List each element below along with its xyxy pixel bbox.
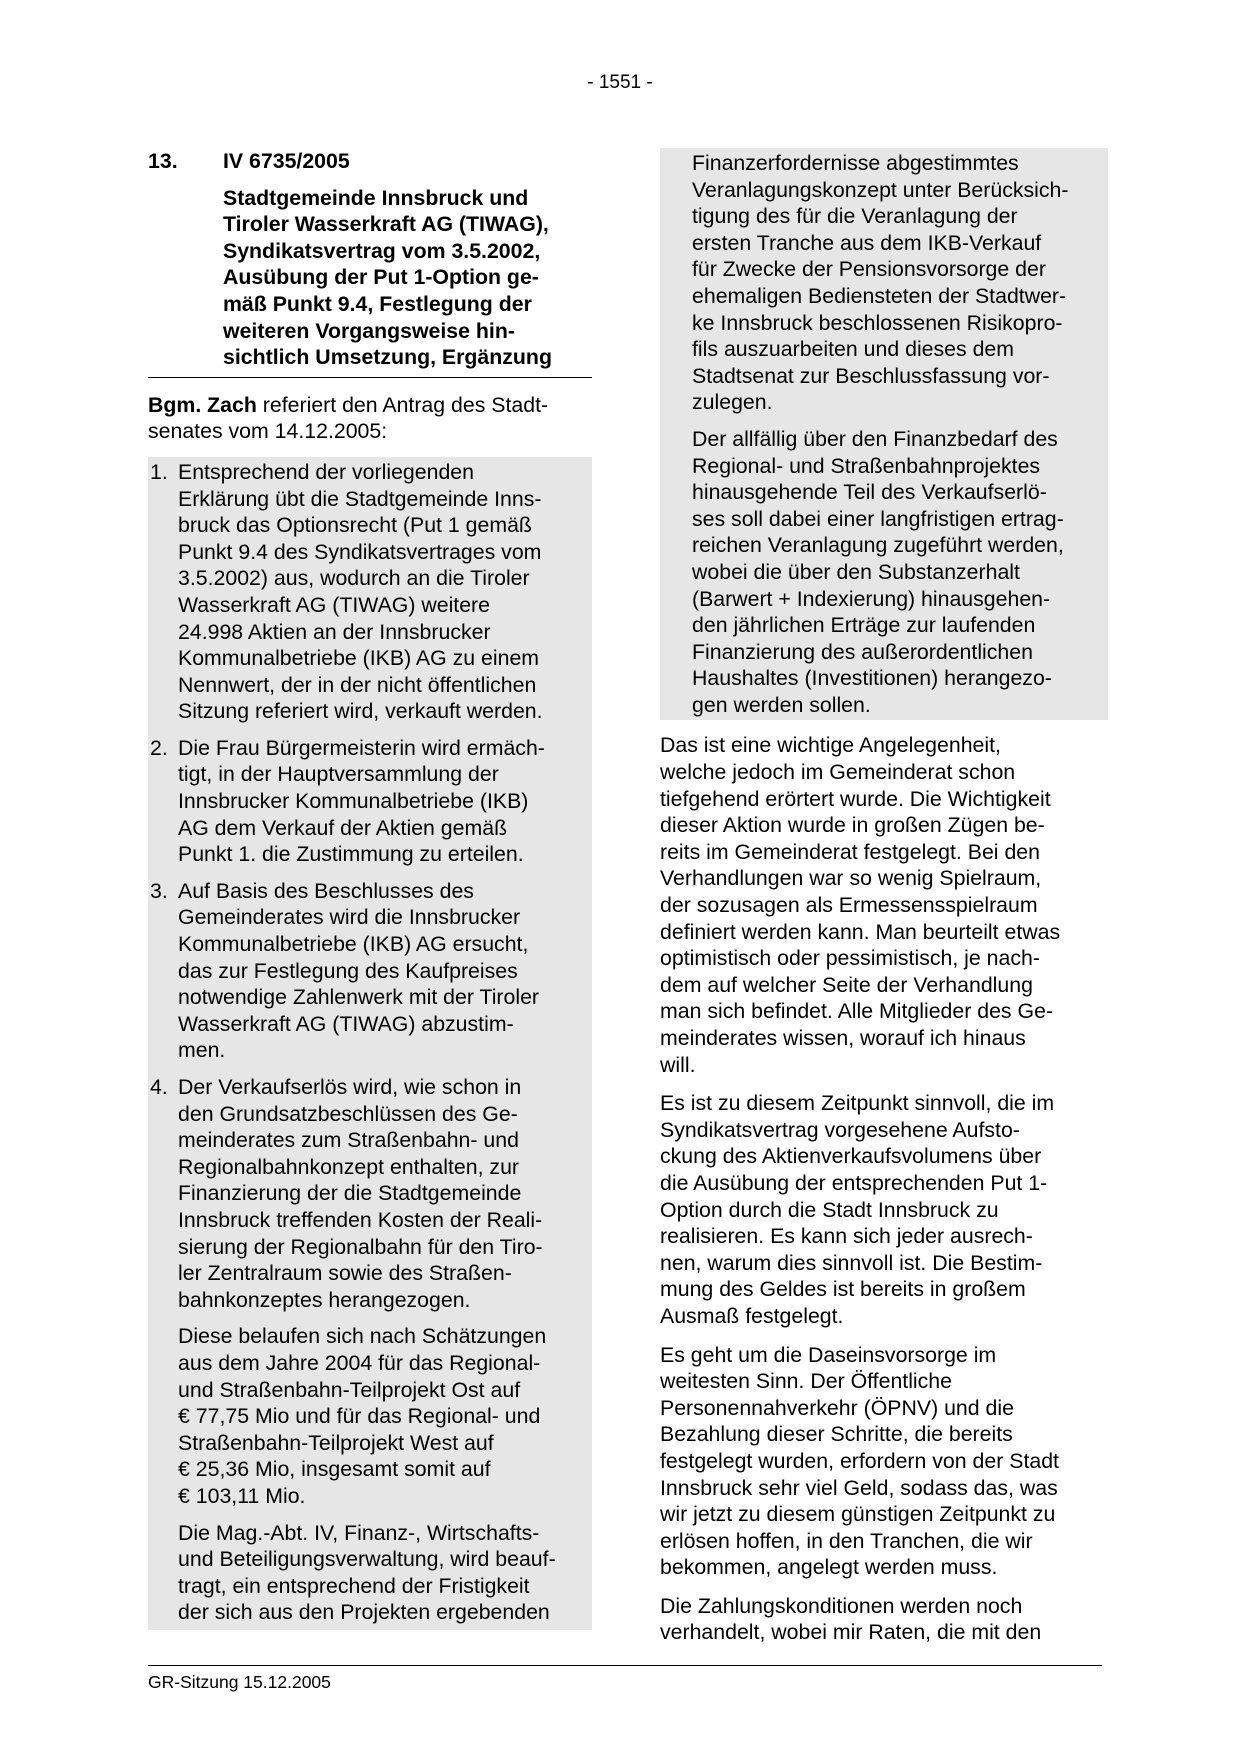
page-number: - 1551 - — [587, 72, 653, 93]
intro-paragraph — [148, 392, 592, 445]
agenda-heading — [148, 148, 592, 175]
agenda-title-line: weiteren Vorgangsweise hin- — [223, 318, 515, 343]
speaker-name: Bgm. Zach — [148, 392, 257, 417]
agenda-title-line: Syndikatsvertrag vom 3.5.2002, — [223, 238, 541, 263]
motion-sub-paragraph: Die Mag.-Abt. IV, Finanz-, Wirtschafts- und Beteiligungsverwaltung, wird beauf- tragt, ein entsprechend der Fristigkeit der sich aus den Projekten ergebenden — [178, 1520, 556, 1625]
motion-item-text: Entsprechend der vorliegenden Erklärung übt die Stadtgemeinde Inns- bruck das Optionsrecht (Put 1 gemäß Punkt 9.4 des Syndikatsvertrages vom 3.5.2002) aus, wodurch an die Tiroler Wasserkraft AG (TIWAG) weitere 24.998 Aktien an der Innsbrucker Kommunalbetriebe (IKB) AG zu einem Nennwert, der in der nicht öffentlichen Sitzung referiert wird, verkauft werden. — [178, 459, 543, 724]
motion-item-text: Die Frau Bürgermeisterin wird ermäch- tigt, in der Hauptversammlung der Innsbrucker Kommunalbetriebe (IKB) AG dem Verkauf der Aktien gemäß Punkt 1. die Zustimmung zu erteilen. — [178, 735, 545, 867]
speech-paragraph: Das ist eine wichtige Angelegenheit, welche jedoch im Gemeinderat schon tiefgehend erörtert wurde. Die Wichtigkeit dieser Aktion wurde in großen Zügen be- reits im Gemeinderat festgelegt. Bei den Verhandlungen war so wenig Spielraum, der sozusagen als Ermessensspielraum definiert werden kann. Man beurteilt etwas optimistisch oder pessimistisch, je nach- dem auf welcher Seite der Verhandlung man sich befindet. Alle Mitglieder des Ge- meinderates wissen, worauf ich hinaus will. — [660, 733, 1061, 1077]
motion-item-text: Auf Basis des Beschlusses des Gemeinderates wird die Innsbrucker Kommunalbetriebe (IKB) AG ersucht, das zur Festlegung des Kaufpreises notwendige Zahlenwerk mit der Tiroler Wasserkraft AG (TIWAG) abzustim- men. — [178, 878, 540, 1063]
agenda-title-line: mäß Punkt 9.4, Festlegung der — [223, 291, 532, 316]
speech-paragraph: Die Zahlungskonditionen werden noch verhandelt, wobei mir Raten, die mit den — [660, 1593, 1042, 1645]
motion-item-number: 1. — [150, 459, 168, 484]
motion-item — [150, 1074, 586, 1313]
motion-item-number: 3. — [150, 878, 168, 903]
footer-divider — [148, 1665, 1102, 1666]
speech-paragraph: Es ist zu diesem Zeitpunkt sinnvoll, die im Syndikatsvertrag vorgesehene Aufsto- ckung des Aktienverkaufsvolumens über die Ausübung der entsprechenden Put 1- Option durch die Stadt Innsbruck zu realisieren. Es kann sich jeder ausrech- nen, warum dies sinnvoll ist. Die Bestim- mung des Geldes ist bereits in großem Ausmaß festgelegt. — [660, 1091, 1055, 1328]
agenda-title-line: Stadtgemeinde Innsbruck und — [223, 185, 529, 210]
agenda-title — [148, 185, 592, 378]
motion-sub-paragraph: Der allfällig über den Finanzbedarf des Regional- und Straßenbahnprojektes hinausgehende Teil des Verkaufserlö- ses soll dabei einer langfristigen ertrag- reichen Veranlagung zugeführt werden, wobei die über den Substanzerhalt (Barwert + Indexierung) hinausgehen- den jährlichen Erträge zur laufenden Finanzierung des außerordentlichen Haushaltes (Investitionen) herangezo- gen werden sollen. — [692, 426, 1064, 717]
motion-item — [150, 459, 586, 725]
agenda-title-line: Ausübung der Put 1-Option ge- — [223, 265, 539, 290]
motion-item-text: Der Verkaufserlös wird, wie schon in den Grundsatzbeschlüssen des Ge- meinderates zum Straßenbahn- und Regionalbahnkonzept enthalten, zur Finanzierung der die Stadtgemeinde Innsbruck treffenden Kosten der Reali- sierung der Regionalbahn für den Tiro- ler Zentralraum sowie des Straßen- bahnkonzeptes herangezogen. — [178, 1075, 543, 1312]
right-column — [660, 148, 1108, 1646]
motion-item — [150, 878, 586, 1064]
speech-paragraph: Es geht um die Daseinsvorsorge im weitesten Sinn. Der Öffentliche Personennahverkehr (ÖPNV) und die Bezahlung dieser Schritte, die bereits festgelegt wurden, erfordern von der Stadt Innsbruck sehr viel Geld, sodass das, was wir jetzt zu diesem günstigen Zeitpunkt zu erlösen hoffen, in den Tranchen, die wir bekommen, angelegt werden muss. — [660, 1342, 1059, 1580]
agenda-title-line: sichtlich Umsetzung, Ergänzung — [223, 345, 552, 370]
motion-item-number: 2. — [150, 735, 168, 760]
agenda-reference: IV 6735/2005 — [223, 149, 350, 173]
agenda-title-line: Tiroler Wasserkraft AG (TIWAG), — [223, 212, 549, 237]
motion-text — [148, 457, 592, 1630]
motion-continuation — [660, 148, 1108, 720]
agenda-number: 13. — [148, 149, 178, 173]
intro-text: senates vom 14.12.2005: — [148, 419, 388, 444]
motion-item-number: 4. — [150, 1075, 168, 1099]
motion-sub-paragraph: Diese belaufen sich nach Schätzungen aus dem Jahre 2004 für das Regional- und Straßenbahn-Teilprojekt Ost auf € 77,75 Mio und für das Regional- und Straßenbahn-Teilprojekt West auf € 25,36 Mio, insgesamt somit auf € 103,11 Mio. — [178, 1324, 547, 1508]
intro-text: referiert den Antrag des Stadt- — [256, 392, 549, 417]
left-column — [148, 148, 592, 1630]
footer-text: GR-Sitzung 15.12.2005 — [148, 1672, 331, 1692]
motion-item — [150, 735, 586, 868]
motion-sub-paragraph: Finanzerfordernisse abgestimmtes Veranlagungskonzept unter Berücksich- tigung des für die Veranlagung der ersten Tranche aus dem IKB-Verkauf für Zwecke der Pensionsvorsorge der ehemaligen Bediensteten der Stadtwer- ke Innsbruck beschlossenen Risikopro- fils auszuarbeiten und dieses dem Stadtsenat zur Beschlussfassung vor- zulegen. — [692, 151, 1069, 415]
